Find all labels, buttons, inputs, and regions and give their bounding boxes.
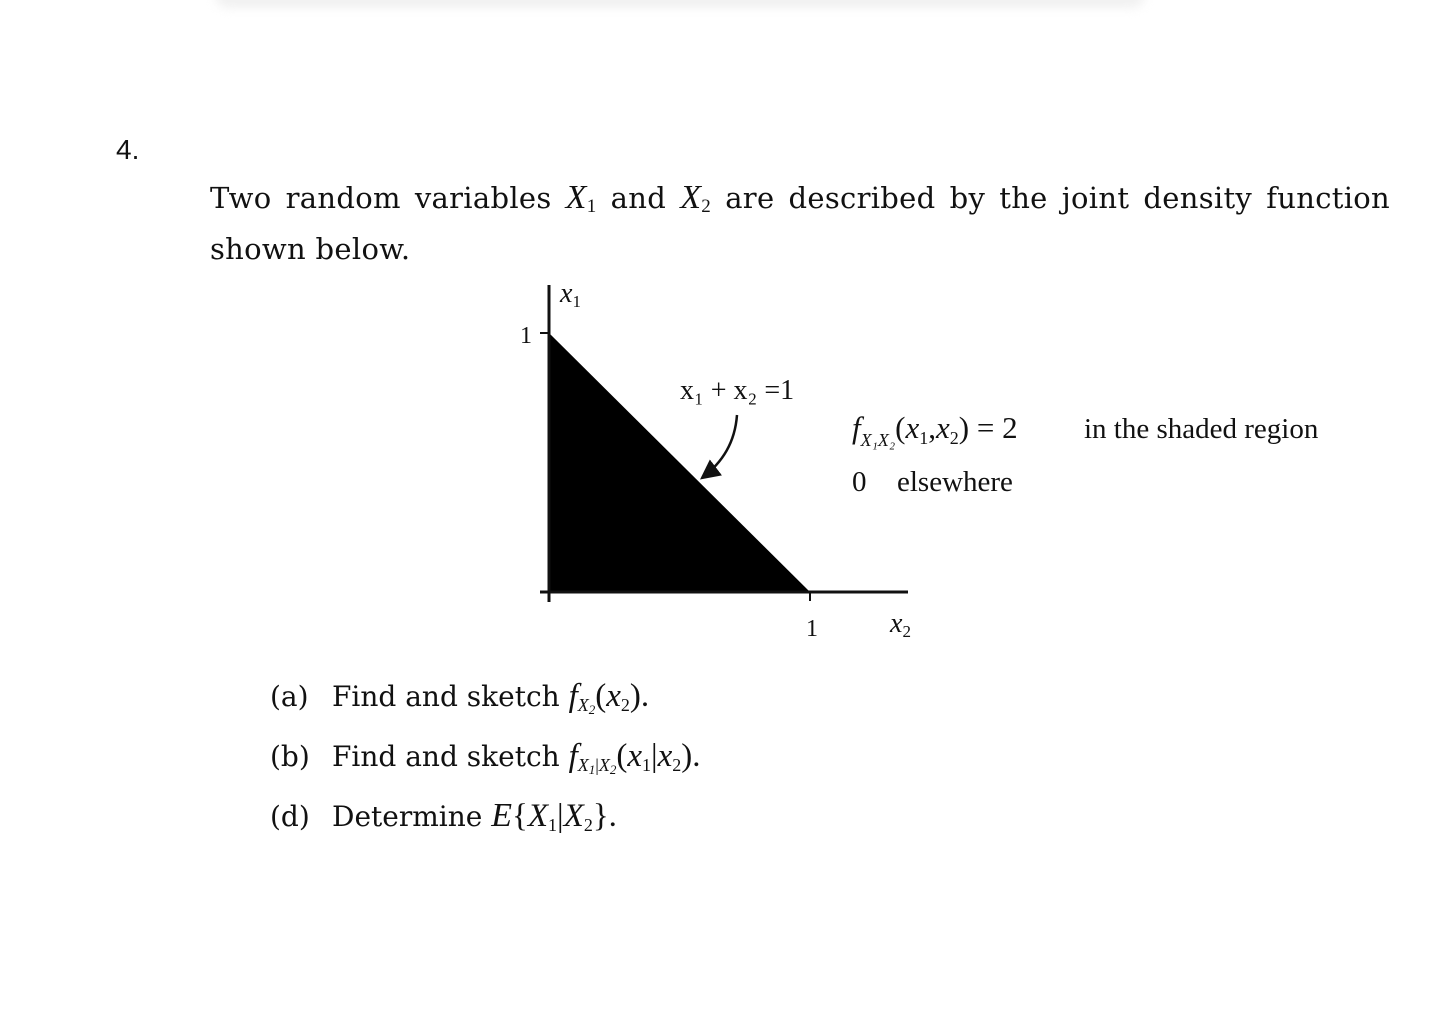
part-a-label: (a) xyxy=(270,680,309,713)
part-a-text: Find and sketch xyxy=(332,680,560,713)
part-a-formula: $f_{X_2}(x_2)$. xyxy=(568,678,650,717)
part-b-text: Find and sketch xyxy=(332,740,560,773)
x-tick-label: 1 xyxy=(806,616,818,642)
question-parts xyxy=(270,673,701,848)
part-b-label: (b) xyxy=(270,740,310,773)
part-d-formula: $E\{X_1|X_2\}$. xyxy=(491,797,617,835)
var-x1: $X_1$ xyxy=(565,179,597,217)
var-x2: $X_2$ xyxy=(680,179,712,217)
boundary-line-label: x₁ + x₂ =1 xyxy=(680,375,795,406)
question-number: 4. xyxy=(116,134,140,165)
part-b-formula: $f_{X_1|X_2}(x_1|x_2)$. xyxy=(568,738,701,777)
intro-text-1: Two random variables xyxy=(210,181,566,215)
density-formula: $f_{X_1X_2}(x1,x2) = 2$ xyxy=(852,410,1018,450)
shaded-region xyxy=(549,333,810,592)
y-tick-label: 1 xyxy=(520,323,532,349)
density-condition: in the shaded region xyxy=(1084,413,1319,445)
else-text: elsewhere xyxy=(897,466,1013,498)
x1-axis-label: x1 xyxy=(560,278,581,311)
part-d-text: Determine xyxy=(332,800,483,833)
x2-axis-label: x2 xyxy=(890,608,911,641)
else-value: 0 xyxy=(852,466,867,498)
part-d xyxy=(270,793,701,848)
problem-statement xyxy=(210,176,1390,271)
intro-text-2: and xyxy=(596,181,681,215)
part-a xyxy=(270,673,701,733)
top-blur-bar xyxy=(215,0,1145,8)
intro-text-3: are described by the joint density function shown below. xyxy=(210,181,1391,266)
expectation-operator: E xyxy=(491,797,513,834)
part-d-label: (d) xyxy=(270,800,310,833)
part-b xyxy=(270,733,701,793)
boundary-arrow xyxy=(702,415,737,478)
joint-density-figure xyxy=(490,270,1390,660)
